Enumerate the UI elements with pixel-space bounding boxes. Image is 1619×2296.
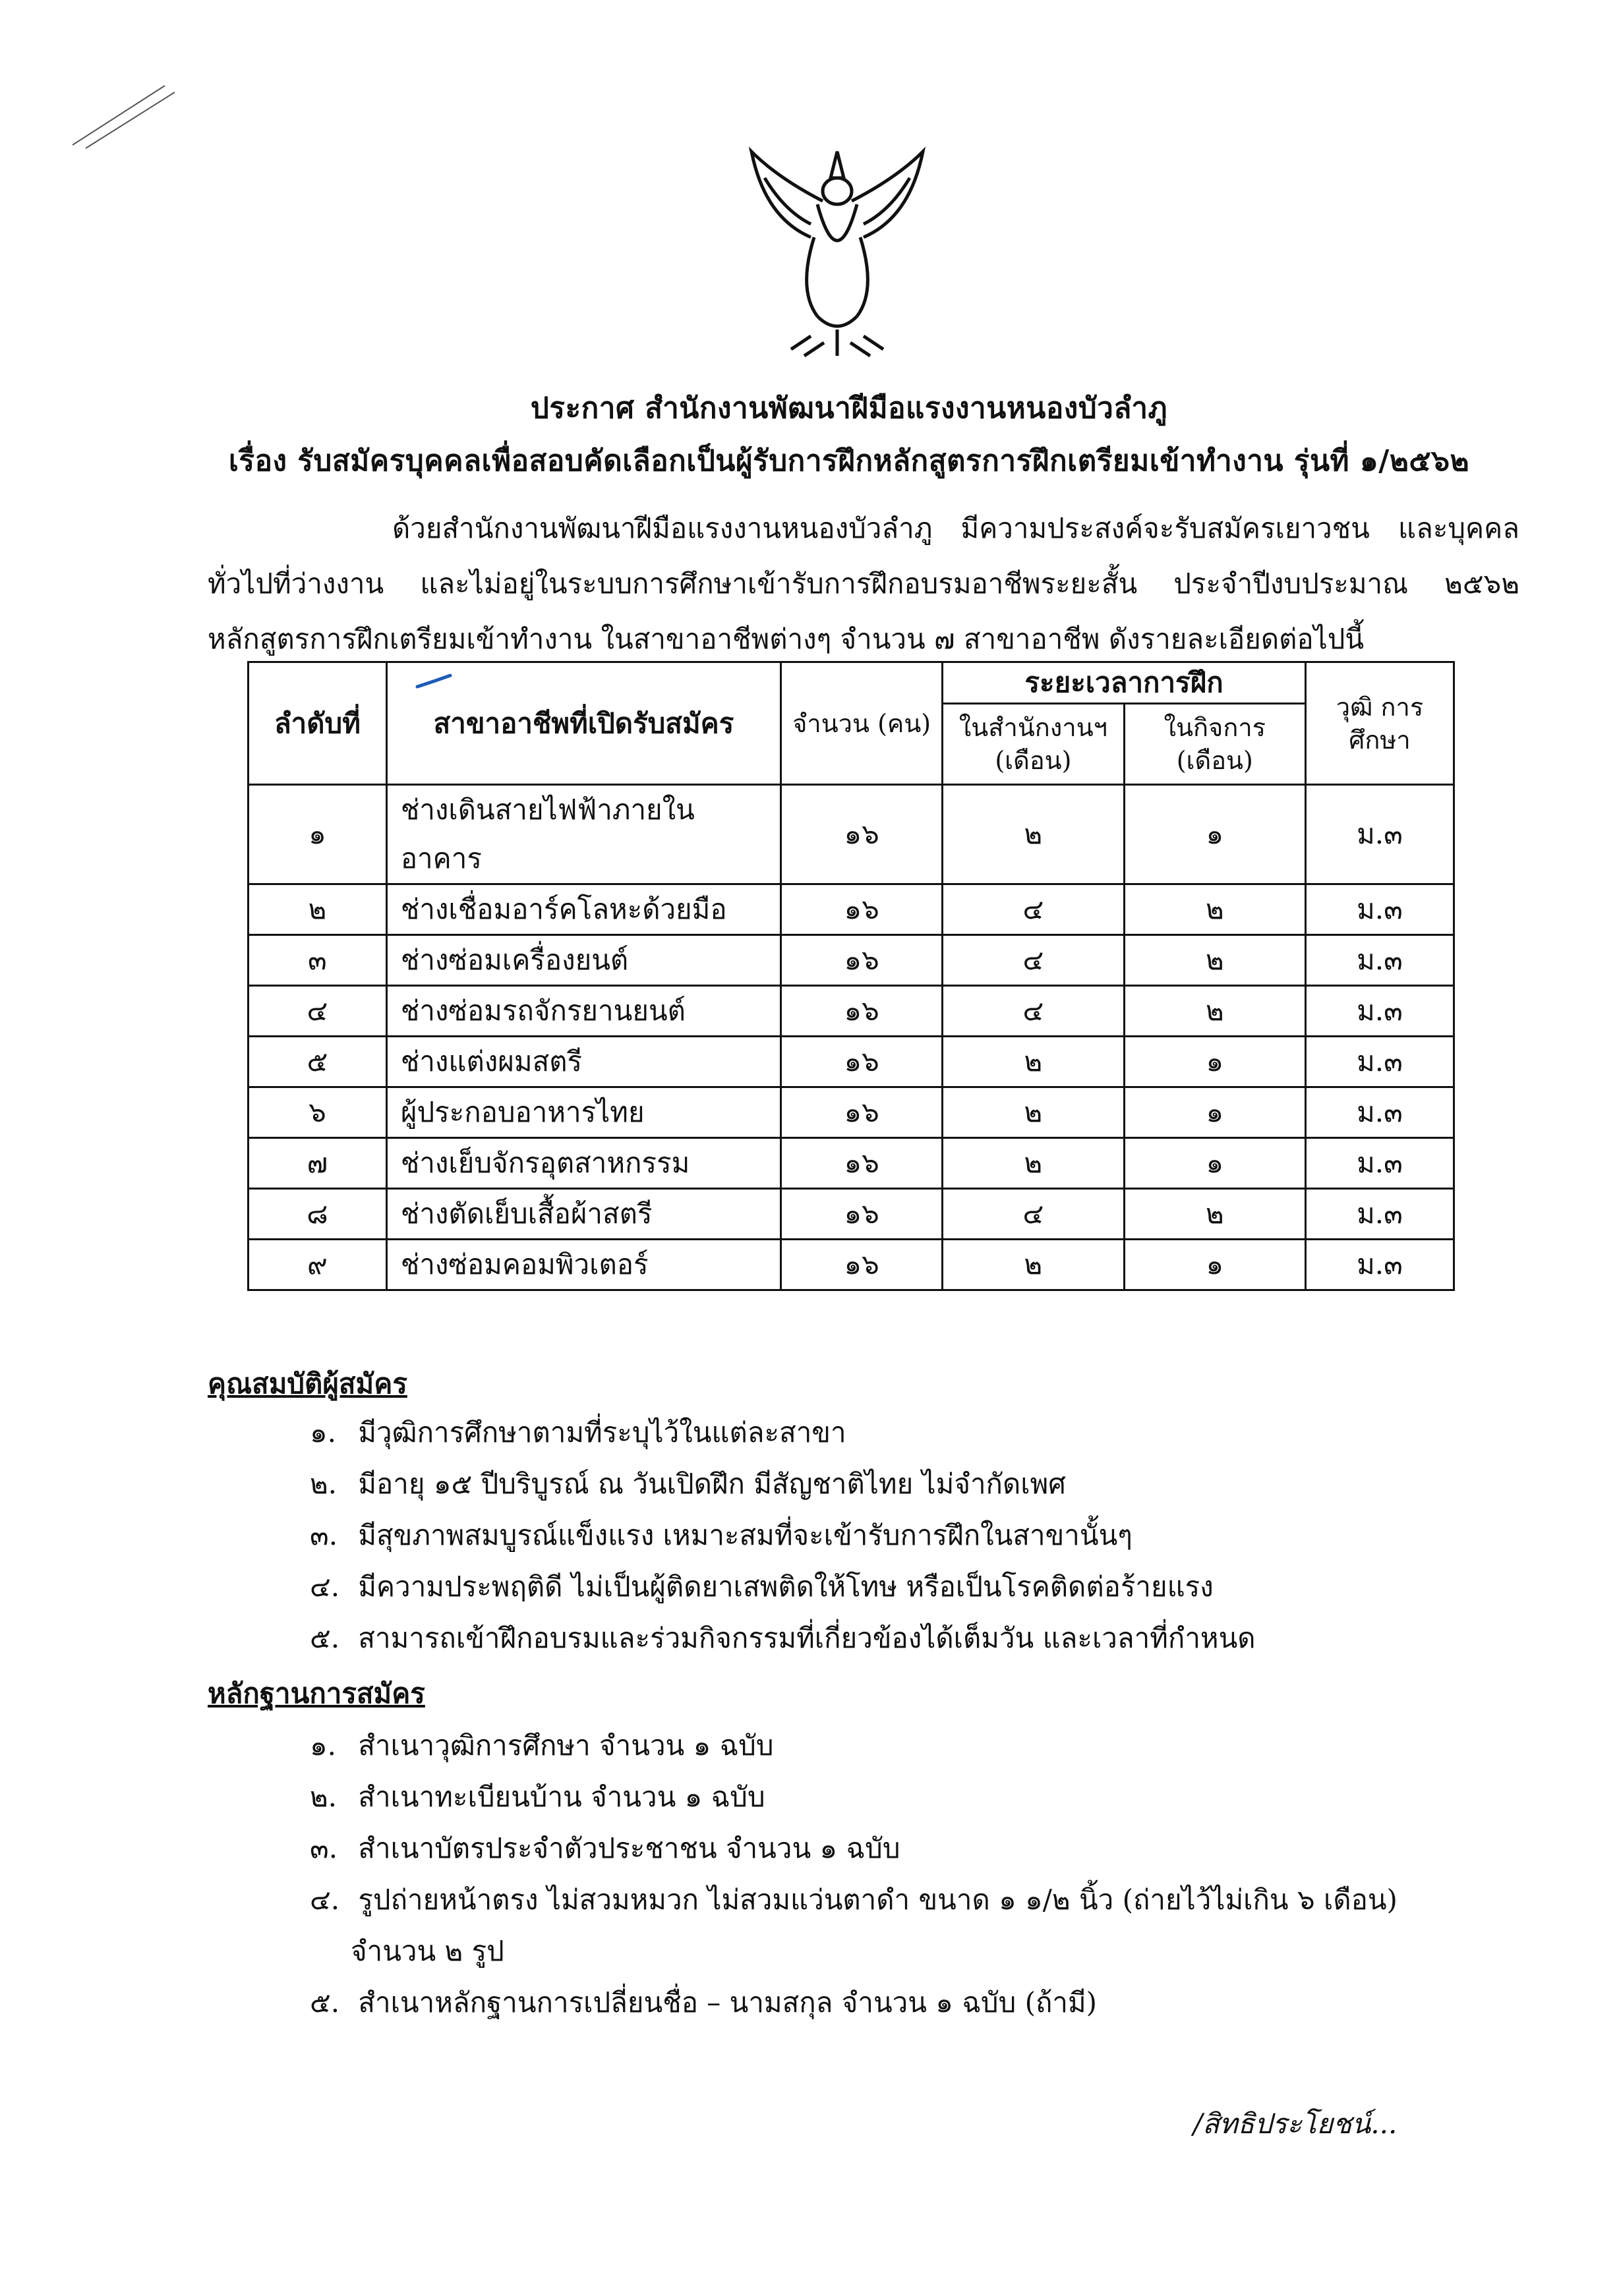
row-office-months: ๒ bbox=[943, 1037, 1124, 1087]
list-item-number: ๒. bbox=[310, 1468, 338, 1500]
list-item-text: สามารถเข้าฝึกอบรมและร่วมกิจกรรมที่เกี่ยวข้องได้เต็มวัน และเวลาที่กำหนด bbox=[358, 1622, 1256, 1654]
list-item bbox=[310, 1510, 1256, 1561]
list-item bbox=[310, 1771, 1398, 1823]
row-education: ม.๓ bbox=[1306, 935, 1454, 986]
list-item-text: รูปถ่ายหน้าตรง ไม่สวมหมวก ไม่สวมแว่นตาดำ ขนาด ๑ ๑/๒ นิ้ว (ถ่ายไว้ไม่เกิน ๖ เดือน) bbox=[358, 1883, 1398, 1916]
row-count: ๑๖ bbox=[781, 986, 943, 1037]
table-row bbox=[249, 785, 1454, 884]
intro-paragraph: ด้วยสำนักงานพัฒนาฝีมือแรงงานหนองบัวลำภู มีความประสงค์จะรับสมัครเยาวชน และบุคคลทั่วไปที่ว่างงาน และไม่อยู่ในระบบการศึกษาเข้ารับการฝึกอบรมอาชีพระยะสั้น ประจำปีงบประมาณ ๒๕๖๒ หลักสูตรการฝึกเตรียมเข้าทำงาน ในสาขาอาชีพต่างๆ จำนวน ๗ สาขาอาชีพ ดังรายละเอียดต่อไปนี้ bbox=[208, 512, 1519, 655]
row-branch: ช่างซ่อมคอมพิวเตอร์ bbox=[386, 1240, 780, 1290]
row-branch: ช่างเชื่อมอาร์คโลหะด้วยมือ bbox=[386, 884, 780, 935]
continued-footer: /สิทธิประโยชน์... bbox=[1193, 2108, 1398, 2140]
row-branch: ช่างซ่อมเครื่องยนต์ bbox=[386, 935, 780, 986]
row-number: ๘ bbox=[249, 1189, 387, 1240]
list-item-number: ๓. bbox=[310, 1832, 338, 1864]
list-item-text: สำเนาวุฒิการศึกษา จำนวน ๑ ฉบับ bbox=[358, 1729, 774, 1762]
row-number: ๙ bbox=[249, 1240, 387, 1290]
list-item-number: ๔. bbox=[310, 1570, 340, 1603]
row-education: ม.๓ bbox=[1306, 884, 1454, 935]
row-number: ๓ bbox=[249, 935, 387, 986]
table-row bbox=[249, 1087, 1454, 1138]
list-item bbox=[310, 1613, 1256, 1664]
row-business-months: ๒ bbox=[1124, 1189, 1305, 1240]
row-office-months: ๒ bbox=[943, 1138, 1124, 1189]
row-business-months: ๒ bbox=[1124, 935, 1305, 986]
announcement-title: ประกาศ สำนักงานพัฒนาฝีมือแรงงานหนองบัวลำภู bbox=[530, 391, 1168, 425]
row-office-months: ๔ bbox=[943, 935, 1124, 986]
list-item-text: สำเนาบัตรประจำตัวประชาชน จำนวน ๑ ฉบับ bbox=[358, 1832, 900, 1864]
row-branch: ผู้ประกอบอาหารไทย bbox=[386, 1087, 780, 1138]
pen-scribble-icon bbox=[66, 72, 178, 152]
row-office-months: ๔ bbox=[943, 986, 1124, 1037]
list-item bbox=[310, 1874, 1398, 1977]
row-count: ๑๖ bbox=[781, 884, 943, 935]
list-item-text: มีความประพฤติดี ไม่เป็นผู้ติดยาเสพติดให้โทษ หรือเป็นโรคติดต่อร้ายแรง bbox=[358, 1570, 1214, 1603]
garuda-emblem-icon bbox=[738, 138, 936, 362]
courses-table bbox=[247, 661, 1455, 1291]
table-row bbox=[249, 1240, 1454, 1290]
header-count: จำนวน (คน) bbox=[781, 662, 943, 785]
row-business-months: ๑ bbox=[1124, 1037, 1305, 1087]
row-office-months: ๒ bbox=[943, 1087, 1124, 1138]
row-education: ม.๓ bbox=[1306, 1037, 1454, 1087]
row-number: ๖ bbox=[249, 1087, 387, 1138]
list-item-number: ๒. bbox=[310, 1781, 338, 1813]
row-count: ๑๖ bbox=[781, 1087, 943, 1138]
list-item-text: สำเนาหลักฐานการเปลี่ยนชื่อ – นามสกุล จำนวน ๑ ฉบับ (ถ้ามี) bbox=[358, 1986, 1098, 2019]
list-item bbox=[310, 1407, 1256, 1458]
list-item-text: มีอายุ ๑๕ ปีบริบูรณ์ ณ วันเปิดฝึก มีสัญชาติไทย ไม่จำกัดเพศ bbox=[358, 1468, 1066, 1500]
list-item-text: มีสุขภาพสมบูรณ์แข็งแรง เหมาะสมที่จะเข้ารับการฝึกในสาขานั้นๆ bbox=[358, 1519, 1133, 1551]
row-business-months: ๒ bbox=[1124, 986, 1305, 1037]
row-branch: ช่างตัดเย็บเสื้อผ้าสตรี bbox=[386, 1189, 780, 1240]
table-row bbox=[249, 884, 1454, 935]
documents-list bbox=[310, 1720, 1398, 2028]
row-count: ๑๖ bbox=[781, 785, 943, 884]
row-count: ๑๖ bbox=[781, 1240, 943, 1290]
list-item bbox=[310, 1823, 1398, 1874]
row-education: ม.๓ bbox=[1306, 1087, 1454, 1138]
header-branch: สาขาอาชีพที่เปิดรับสมัคร bbox=[386, 662, 780, 785]
row-number: ๒ bbox=[249, 884, 387, 935]
table-row bbox=[249, 1037, 1454, 1087]
header-in-business: ในกิจการ (เดือน) bbox=[1124, 704, 1305, 785]
table-row bbox=[249, 935, 1454, 986]
row-business-months: ๑ bbox=[1124, 1138, 1305, 1189]
documents-heading: หลักฐานการสมัคร bbox=[208, 1677, 425, 1709]
row-branch: ช่างเย็บจักรอุตสาหกรรม bbox=[386, 1138, 780, 1189]
row-business-months: ๑ bbox=[1124, 1240, 1305, 1290]
header-in-office: ในสำนักงานฯ (เดือน) bbox=[943, 704, 1124, 785]
list-item-number: ๓. bbox=[310, 1519, 338, 1551]
list-item bbox=[310, 1561, 1256, 1613]
table-row bbox=[249, 1138, 1454, 1189]
list-item-number: ๑. bbox=[310, 1416, 337, 1449]
row-education: ม.๓ bbox=[1306, 1189, 1454, 1240]
header-no: ลำดับที่ bbox=[249, 662, 387, 785]
row-business-months: ๒ bbox=[1124, 884, 1305, 935]
list-item-number: ๑. bbox=[310, 1729, 337, 1762]
list-item bbox=[310, 1977, 1398, 2028]
list-item bbox=[310, 1458, 1256, 1510]
list-item-number: ๕. bbox=[310, 1986, 340, 2019]
list-item-text: สำเนาทะเบียนบ้าน จำนวน ๑ ฉบับ bbox=[358, 1781, 765, 1813]
list-item bbox=[310, 1720, 1398, 1771]
row-business-months: ๑ bbox=[1124, 1087, 1305, 1138]
table-row bbox=[249, 1189, 1454, 1240]
header-education: วุฒิ การศึกษา bbox=[1306, 662, 1454, 785]
list-item-number: ๕. bbox=[310, 1622, 340, 1654]
row-number: ๗ bbox=[249, 1138, 387, 1189]
row-number: ๕ bbox=[249, 1037, 387, 1087]
row-number: ๑ bbox=[249, 785, 387, 884]
row-count: ๑๖ bbox=[781, 935, 943, 986]
row-branch: ช่างซ่อมรถจักรยานยนต์ bbox=[386, 986, 780, 1037]
row-education: ม.๓ bbox=[1306, 986, 1454, 1037]
row-business-months: ๑ bbox=[1124, 785, 1305, 884]
row-number: ๔ bbox=[249, 986, 387, 1037]
row-count: ๑๖ bbox=[781, 1138, 943, 1189]
header-duration: ระยะเวลาการฝึก bbox=[943, 662, 1306, 704]
row-office-months: ๔ bbox=[943, 884, 1124, 935]
row-education: ม.๓ bbox=[1306, 785, 1454, 884]
list-item-number: ๔. bbox=[310, 1883, 340, 1916]
announcement-subject: เรื่อง รับสมัครบุคคลเพื่อสอบคัดเลือกเป็นผู้รับการฝึกหลักสูตรการฝึกเตรียมเข้าทำงาน รุ่นที่ ๑/๒๕๖๒ bbox=[228, 444, 1470, 478]
list-item-text: มีวุฒิการศึกษาตามที่ระบุไว้ในแต่ละสาขา bbox=[358, 1416, 846, 1449]
row-count: ๑๖ bbox=[781, 1037, 943, 1087]
row-office-months: ๔ bbox=[943, 1189, 1124, 1240]
row-education: ม.๓ bbox=[1306, 1240, 1454, 1290]
row-branch: ช่างแต่งผมสตรี bbox=[386, 1037, 780, 1087]
row-office-months: ๒ bbox=[943, 785, 1124, 884]
row-education: ม.๓ bbox=[1306, 1138, 1454, 1189]
row-count: ๑๖ bbox=[781, 1189, 943, 1240]
qualifications-list bbox=[310, 1407, 1256, 1664]
list-item-continuation: จำนวน ๒ รูป bbox=[351, 1935, 504, 1967]
table-row bbox=[249, 986, 1454, 1037]
row-branch: ช่างเดินสายไฟฟ้าภายในอาคาร bbox=[386, 785, 780, 884]
row-office-months: ๒ bbox=[943, 1240, 1124, 1290]
qualifications-heading: คุณสมบัติผู้สมัคร bbox=[208, 1367, 407, 1400]
